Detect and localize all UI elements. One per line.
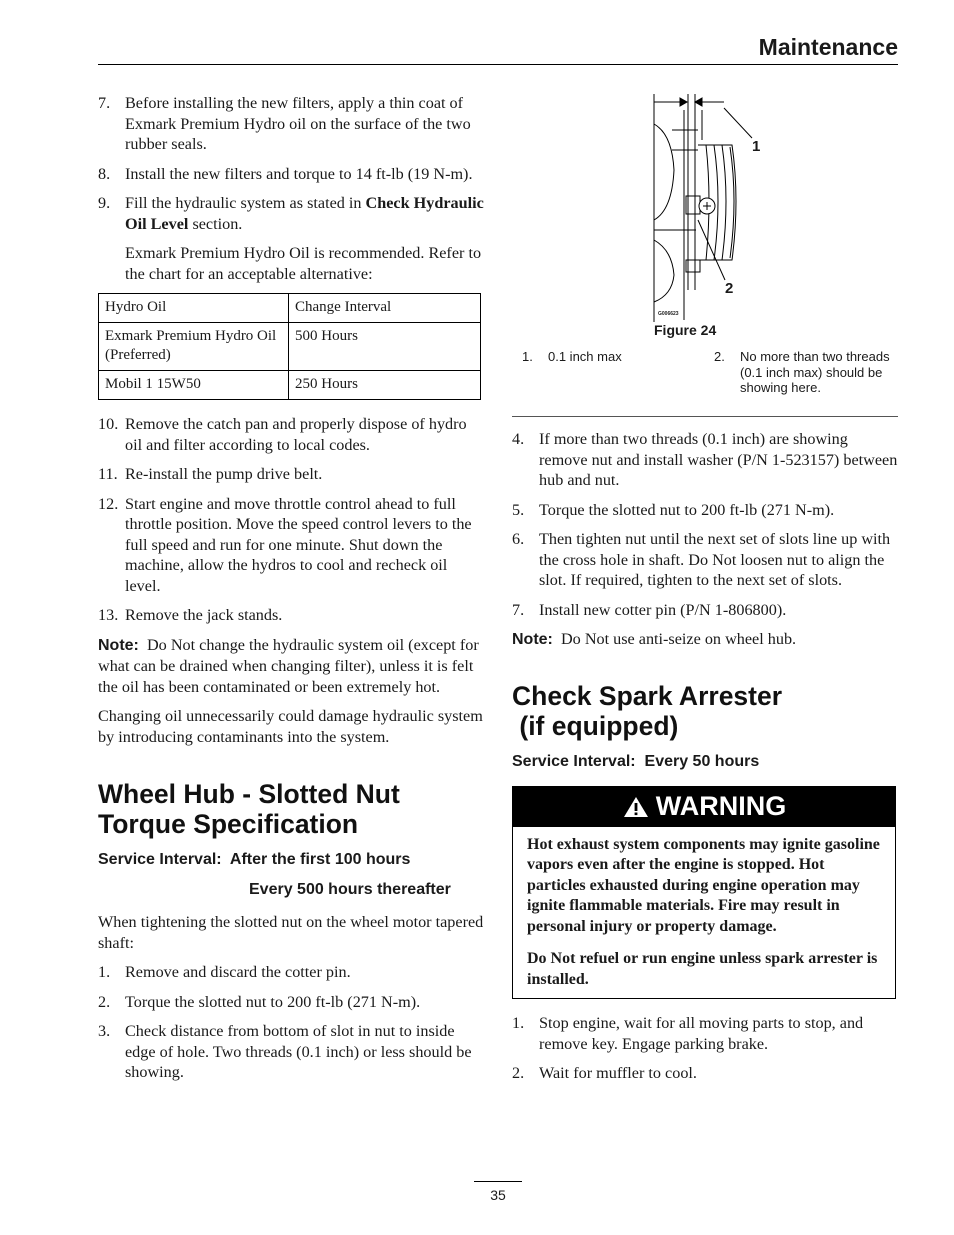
nut-flat-upper [654, 124, 674, 220]
list-item: 5. Torque the slotted nut to 200 ft-lb (271 N-m). [512, 500, 835, 519]
callout-leader-2 [698, 220, 725, 280]
page-number: 35 [490, 1187, 506, 1203]
oil-table [98, 293, 481, 400]
callout-leader-1 [724, 108, 752, 138]
wheel-hub-heading: Wheel Hub - Slotted Nut Torque Specification [98, 779, 400, 839]
header-divider [98, 64, 898, 65]
section-title: Maintenance [758, 34, 898, 60]
figure-caption: Figure 24 [654, 322, 717, 338]
nut-flat-lower [654, 240, 674, 302]
figure-callout-1: 1 [752, 138, 761, 155]
warning-header: WARNING [513, 787, 895, 827]
list-item: 7. Install new cotter pin (P/N 1-806800). [512, 600, 787, 619]
service-interval: Service Interval: After the first 100 hours [98, 851, 411, 868]
service-interval-2: Every 500 hours thereafter [249, 881, 451, 898]
intro-paragraph: When tightening the slotted nut on the wheel motor tapered shaft: [98, 913, 484, 952]
list-item: 4. If more than two threads (0.1 inch) are showing remove nut and install washer (P/N 1-523157) between hub and nut. [512, 430, 898, 489]
figure-divider [512, 416, 898, 417]
figure-callout-2: 2 [725, 280, 734, 297]
warning-triangle-icon [622, 795, 650, 819]
left-column [98, 93, 486, 1092]
dimension-arrow [680, 98, 687, 106]
service-interval: Service Interval: Every 50 hours [512, 752, 760, 770]
right-column [512, 429, 900, 1093]
list-item: 3. Check distance from bottom of slot in nut to inside edge of hole. Two threads (0.1 inch) or less should be showing. [98, 1022, 472, 1081]
list-item: 6. Then tighten nut until the next set of slots line up with the cross hole in shaft. Do Not loosen nut to align the slot. If required, tighten to the next set of slots. [512, 530, 891, 589]
figure-legend-item: 1. 0.1 inch max [522, 349, 622, 364]
table-row: Mobil 1 15W50 250 Hours [99, 371, 481, 400]
note: Note: Do Not change the hydraulic system oil (except for what can be drained when changing filter), unless it is felt the oil has been contaminated or been extremely hot. [98, 635, 479, 696]
figure-code: G006623 [658, 311, 679, 317]
step-sub-paragraph: Exmark Premium Hydro Oil is recommended. Refer to the chart for an acceptable alternative: [125, 244, 482, 283]
list-item: 11. Re-install the pump drive belt. [98, 465, 323, 483]
list-item: 13. Remove the jack stands. [98, 606, 283, 624]
list-item: 9. Fill the hydraulic system as stated in Check Hydraulic Oil Level section. [98, 194, 484, 233]
figure-legend-item: 2. No more than two threads (0.1 inch max) should be showing here. [714, 349, 890, 395]
table-row: Exmark Premium Hydro Oil (Preferred) 500 Hours [99, 323, 481, 371]
spark-arrester-heading: Check Spark Arrester (if equipped) [512, 680, 783, 741]
cross-reference: Check Hydraulic Oil Level [125, 194, 484, 233]
caution-paragraph: Changing oil unnecessarily could damage hydraulic system by introducing contaminants into the system. [98, 707, 483, 746]
list-item: 10. Remove the catch pan and properly dispose of hydro oil and filter according to local codes. [98, 415, 467, 454]
dimension-arrow [695, 98, 702, 106]
list-item: 8. Install the new filters and torque to 14 ft-lb (19 N-m). [98, 164, 473, 183]
warning-body: Hot exhaust system components may ignite gasoline vapors even after the engine is stopped. Hot particles exhausted during engine operation may ignite flammable materials. Fire may result in personal injury or property damage. Do Not refuel or run engine unless spark arrester is installed. [527, 835, 880, 988]
list-item: 2. Torque the slotted nut to 200 ft-lb (271 N-m). [98, 992, 421, 1011]
list-item: 1. Remove and discard the cotter pin. [98, 963, 351, 981]
warning-box [512, 786, 896, 1000]
list-item: 1. Stop engine, wait for all moving parts to stop, and remove key. Engage parking brake. [512, 1014, 864, 1053]
note: Note: Do Not use anti-seize on wheel hub. [512, 630, 797, 648]
list-item: 2. Wait for muffler to cool. [512, 1064, 697, 1082]
slotted-nut-figure [640, 90, 780, 322]
table-header-row: Hydro Oil Change Interval [99, 294, 481, 323]
list-item: 7. Before installing the new filters, apply a thin coat of Exmark Premium Hydro oil on the surface of the two rubber seals. [98, 94, 471, 153]
footer-divider [474, 1181, 522, 1182]
list-item: 12. Start engine and move throttle control ahead to full throttle position. Move the speed control levers to the full speed and run for one minute. Shut down the machine, allow the hydros to cool and recheck oil level. [98, 494, 472, 595]
